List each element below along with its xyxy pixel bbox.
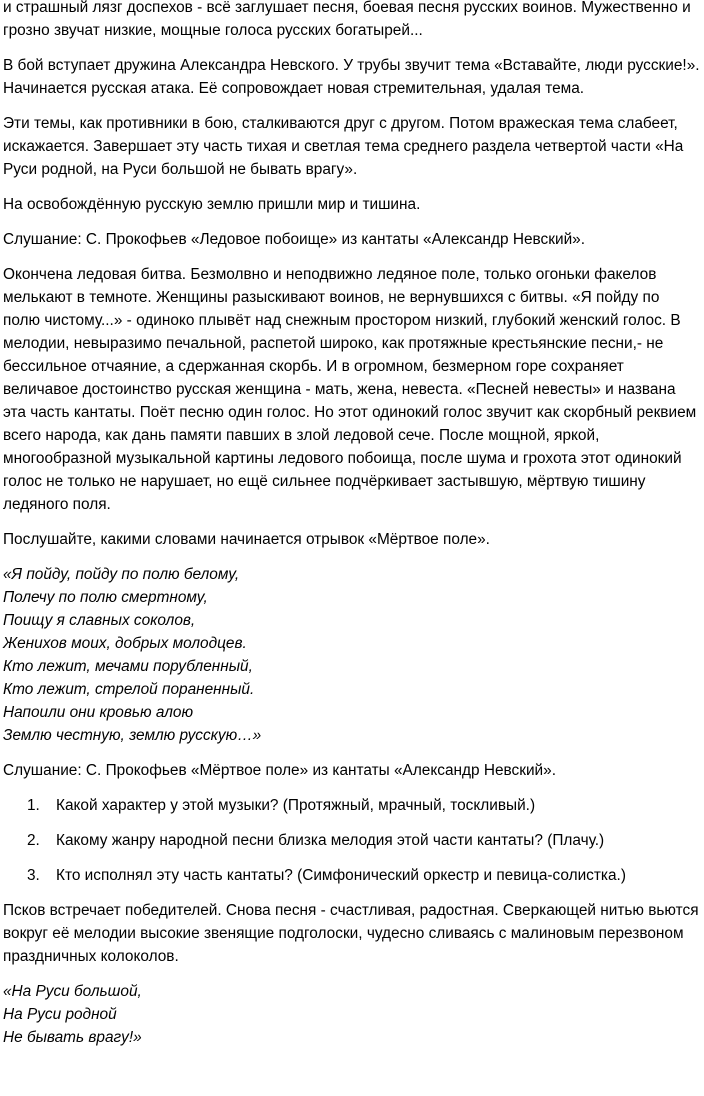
verse-line: Землю честную, землю русскую…» [3,727,262,744]
paragraph-pskov: Псков встречает победителей. Снова песня - счастливая, радостная. Сверкающей нитью вьются вокруг её мелодии высокие звенящие подголоски, чудесно сливаясь с малиновым перезвоном праздничных колоколов. [3,902,699,965]
verse-line: «На Руси большой, [3,983,142,1000]
verse-dead-field [3,563,700,747]
verse-line: Женихов моих, добрых молодцев. [3,635,247,652]
verse-line: Кто лежит, стрелой пораненный. [3,681,255,698]
paragraph-themes-clash: Эти темы, как противники в бою, сталкиваются друг с другом. Потом вражеская тема слабеет, искажается. Завершает эту часть тихая и светлая тема среднего раздела четвертой части «На Руси родной, на Руси большой не бывать врагу». [3,115,684,178]
verse-line: «Я пойду, пойду по полю белому, [3,566,240,583]
verse-line: Напоили они кровью алою [3,704,194,721]
question-text: Какому жанру народной песни близка мелодия этой части кантаты? (Плачу.) [56,832,605,849]
paragraph-battle-song: и страшный лязг доспехов - всё заглушает песня, боевая песня русских воинов. Мужественно и грозно звучат низкие, мощные голоса русских богатырей... [3,0,691,39]
paragraph-listen-prompt: Послушайте, какими словами начинается отрывок «Мёртвое поле». [3,531,490,548]
question-number: 3. [27,867,40,884]
question-item [3,864,700,887]
question-text: Какой характер у этой музыки? (Протяжный, мрачный, тоскливый.) [56,797,536,814]
paragraph-druzhina: В бой вступает дружина Александра Невского. У трубы звучит тема «Вставайте, люди русские!». Начинается русская атака. Её сопровождает новая стремительная, удалая тема. [3,57,700,97]
verse-line: На Руси родной [3,1006,117,1023]
listening-dead-field: Слушание: С. Прокофьев «Мёртвое поле» из кантаты «Александр Невский». [3,762,556,779]
paragraph-peace: На освобождённую русскую землю пришли мир и тишина. [3,196,421,213]
question-item [3,794,700,817]
question-number: 1. [27,797,40,814]
paragraph-dead-field: Окончена ледовая битва. Безмолвно и неподвижно ледяное поле, только огоньки факелов мелькают в темноте. Женщины разыскивают воинов, не вернувшихся с битвы. «Я пойду по полю чистому...» - одиноко плывёт над снежным простором низкий, глубокий женский голос. В мелодии, невыразимо печальной, распетой широко, как протяжные крестьянские песни,- не бессильное отчаяние, а сдержанная скорбь. И в огромном, безмерном горе сохраняет величавое достоинство русская женщина - мать, жена, невеста. «Песней невесты» и названа эта часть кантаты. Поёт песню один голос. Но этот одинокий голос звучит как скорбный реквием всего народа, как дань памяти павших в злой ледовой сече. После мощной, яркой, многообразной музыкальной картины ледового побоища, после шума и грохота этот одинокий голос не только не нарушает, но ещё сильнее подчёркивает застывшую, мёртвую тишину ледяного поля. [3,266,697,513]
question-number: 2. [27,832,40,849]
verse-line: Не бывать врагу!» [3,1029,142,1046]
questions-list [3,794,700,887]
listening-ice-battle: Слушание: С. Прокофьев «Ледовое побоище» из кантаты «Александр Невский». [3,231,586,248]
verse-victory [3,980,700,1049]
question-item [3,829,700,852]
question-text: Кто исполнял эту часть кантаты? (Симфонический оркестр и певица-солистка.) [56,867,626,884]
verse-line: Поищу я славных соколов, [3,612,196,629]
verse-line: Полечу по полю смертному, [3,589,208,606]
verse-line: Кто лежит, мечами порубленный, [3,658,253,675]
